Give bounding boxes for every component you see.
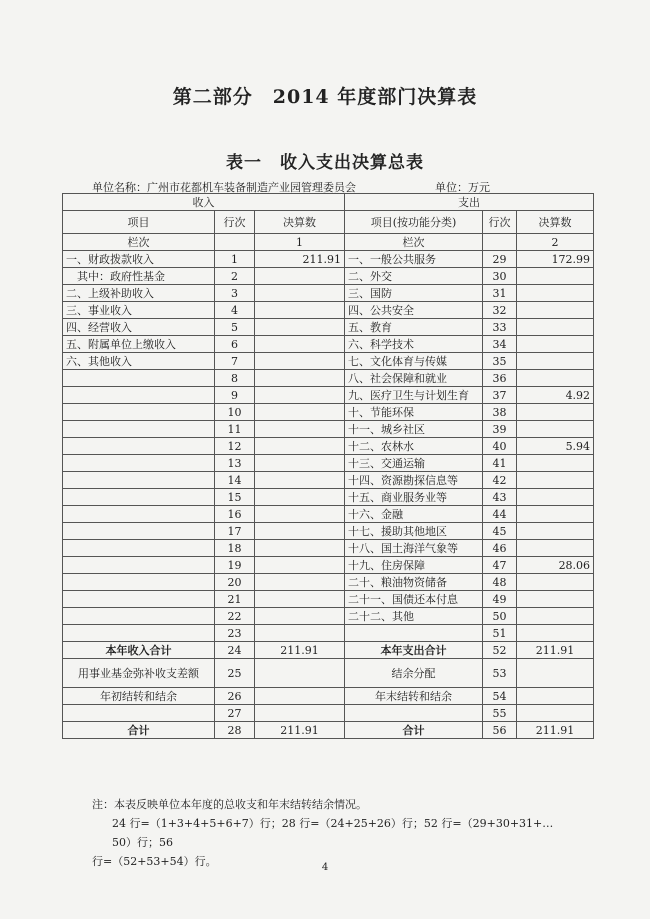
- fund-make-up-label: 用事业基金弥补收支差额: [63, 659, 215, 688]
- cell-ex-amt: [517, 404, 594, 421]
- cell-ex-amt: [517, 455, 594, 472]
- begin-balance-no: 26: [215, 688, 255, 705]
- expense-header: 支出: [345, 194, 594, 211]
- cell-in-no: 11: [215, 421, 255, 438]
- cell-ex-amt: [517, 591, 594, 608]
- year-expense-no: 52: [483, 642, 517, 659]
- part-title: 第二部分 2014 年度部门决算表: [172, 86, 478, 108]
- balance-row: [63, 688, 594, 705]
- note-line-1: 注：本表反映单位本年度的总收支和年末结转结余情况。: [92, 798, 367, 811]
- table-row: [63, 421, 594, 438]
- cell-ex-amt: [517, 370, 594, 387]
- cell-in-no: 18: [215, 540, 255, 557]
- total-ex-amount: 211.91: [517, 722, 594, 739]
- total-ex-no: 56: [483, 722, 517, 739]
- cell-in-amt: [255, 387, 345, 404]
- cell-in-amt: [255, 421, 345, 438]
- table-row: [63, 353, 594, 370]
- col-label-2: 栏次: [345, 234, 483, 251]
- cell-in-no: 7: [215, 353, 255, 370]
- cell-in-item: [63, 489, 215, 506]
- cell-in-no: 10: [215, 404, 255, 421]
- cell-in-no: 20: [215, 574, 255, 591]
- empty-cell: [517, 659, 594, 688]
- table-row: [63, 387, 594, 404]
- cell-in-amt: [255, 608, 345, 625]
- note-line-2: 24 行=（1+3+4+5+6+7）行；28 行=（24+25+26）行；52 行=（29+30+31+…50）行；56: [112, 817, 554, 849]
- cell-in-item: [63, 608, 215, 625]
- surplus-dist-label: 结余分配: [345, 659, 483, 688]
- cell-ex-amt: [517, 523, 594, 540]
- note-line-3: 行=（52+53+54）行。: [92, 855, 217, 868]
- cell-in-item: 六、其他收入: [63, 353, 215, 370]
- end-balance-no: 54: [483, 688, 517, 705]
- cell-ex-no: 46: [483, 540, 517, 557]
- cell-ex-no: 33: [483, 319, 517, 336]
- cell-ex-no: 51: [483, 625, 517, 642]
- cell-ex-no: 37: [483, 387, 517, 404]
- fund-make-up-no: 25: [215, 659, 255, 688]
- cell-in-amt: [255, 506, 345, 523]
- cell-in-item: [63, 421, 215, 438]
- cell-ex-no: 42: [483, 472, 517, 489]
- year-expense-amount: 211.91: [517, 642, 594, 659]
- fund-row: [63, 659, 594, 688]
- cell-ex-item: 十五、商业服务业等: [345, 489, 483, 506]
- cell-in-no: 13: [215, 455, 255, 472]
- cell-ex-item: [345, 625, 483, 642]
- table-row: [63, 404, 594, 421]
- cell-in-item: [63, 523, 215, 540]
- col-index-1: 1: [255, 234, 345, 251]
- cell-in-no: 14: [215, 472, 255, 489]
- cell-in-no: 21: [215, 591, 255, 608]
- empty-cell: [215, 234, 255, 251]
- cell-in-amt: [255, 540, 345, 557]
- cell-ex-no: 48: [483, 574, 517, 591]
- blank-row: [63, 705, 594, 722]
- cell-in-no: 1: [215, 251, 255, 268]
- cell-ex-amt: 28.06: [517, 557, 594, 574]
- cell-in-item: 四、经营收入: [63, 319, 215, 336]
- col-exp-row-no: 行次: [483, 211, 517, 234]
- cell-ex-item: 四、公共安全: [345, 302, 483, 319]
- cell-in-no: 23: [215, 625, 255, 642]
- surplus-dist-no: 53: [483, 659, 517, 688]
- cell-in-item: [63, 455, 215, 472]
- cell-in-no: 5: [215, 319, 255, 336]
- cell-in-amt: [255, 438, 345, 455]
- cell-ex-amt: [517, 608, 594, 625]
- cell-ex-item: 九、医疗卫生与计划生育: [345, 387, 483, 404]
- cell-in-item: [63, 625, 215, 642]
- cell-ex-item: 十八、国土海洋气象等: [345, 540, 483, 557]
- cell-ex-no: 30: [483, 268, 517, 285]
- table-row: [63, 540, 594, 557]
- blank-no-ex: 55: [483, 705, 517, 722]
- table-row: [63, 438, 594, 455]
- cell-ex-amt: [517, 625, 594, 642]
- cell-ex-item: 十、节能环保: [345, 404, 483, 421]
- empty-cell: [483, 234, 517, 251]
- cell-in-no: 19: [215, 557, 255, 574]
- begin-balance-label: 年初结转和结余: [63, 688, 215, 705]
- empty-cell: [517, 688, 594, 705]
- cell-ex-no: 32: [483, 302, 517, 319]
- cell-ex-item: 十一、城乡社区: [345, 421, 483, 438]
- year-expense-label: 本年支出合计: [345, 642, 483, 659]
- empty-cell: [255, 705, 345, 722]
- cell-in-item: 三、事业收入: [63, 302, 215, 319]
- end-balance-label: 年末结转和结余: [345, 688, 483, 705]
- unit-label: 单位：万元: [435, 181, 490, 194]
- cell-in-item: [63, 557, 215, 574]
- table-row: [63, 302, 594, 319]
- col-row-no: 行次: [215, 211, 255, 234]
- cell-in-amt: [255, 574, 345, 591]
- cell-ex-item: 十九、住房保障: [345, 557, 483, 574]
- cell-ex-no: 35: [483, 353, 517, 370]
- col-exp-item: 项目(按功能分类): [345, 211, 483, 234]
- cell-in-amt: [255, 404, 345, 421]
- cell-ex-amt: [517, 353, 594, 370]
- empty-cell: [517, 705, 594, 722]
- cell-ex-amt: 4.92: [517, 387, 594, 404]
- year-income-no: 24: [215, 642, 255, 659]
- cell-ex-no: 45: [483, 523, 517, 540]
- cell-ex-item: 十六、金融: [345, 506, 483, 523]
- cell-ex-amt: [517, 319, 594, 336]
- cell-ex-no: 34: [483, 336, 517, 353]
- cell-ex-amt: [517, 506, 594, 523]
- cell-ex-item: 二十、粮油物资储备: [345, 574, 483, 591]
- cell-in-amt: [255, 557, 345, 574]
- grand-total-row: [63, 722, 594, 739]
- cell-in-amt: [255, 472, 345, 489]
- cell-ex-item: 二十二、其他: [345, 608, 483, 625]
- cell-ex-item: 五、教育: [345, 319, 483, 336]
- cell-in-amt: [255, 302, 345, 319]
- cell-ex-amt: [517, 302, 594, 319]
- cell-ex-item: 一、一般公共服务: [345, 251, 483, 268]
- cell-ex-no: 47: [483, 557, 517, 574]
- table-row: [63, 285, 594, 302]
- cell-ex-item: 三、国防: [345, 285, 483, 302]
- table-row: [63, 625, 594, 642]
- cell-ex-amt: [517, 574, 594, 591]
- cell-ex-no: 43: [483, 489, 517, 506]
- unit-name: 单位名称：广州市花都机车装备制造产业园管理委员会: [92, 181, 356, 194]
- cell-in-item: [63, 404, 215, 421]
- cell-in-item: [63, 472, 215, 489]
- cell-in-no: 3: [215, 285, 255, 302]
- cell-ex-no: 38: [483, 404, 517, 421]
- cell-in-no: 8: [215, 370, 255, 387]
- table-row: [63, 251, 594, 268]
- cell-in-item: [63, 438, 215, 455]
- empty-cell: [255, 659, 345, 688]
- cell-ex-no: 50: [483, 608, 517, 625]
- table-row: [63, 472, 594, 489]
- empty-cell: [63, 705, 215, 722]
- table-row: [63, 574, 594, 591]
- column-index-row: [63, 234, 594, 251]
- col-index-2: 2: [517, 234, 594, 251]
- cell-ex-no: 41: [483, 455, 517, 472]
- empty-cell: [255, 688, 345, 705]
- cell-in-item: [63, 506, 215, 523]
- cell-in-amt: [255, 319, 345, 336]
- cell-in-item: 一、财政拨款收入: [63, 251, 215, 268]
- cell-ex-item: 十四、资源勘探信息等: [345, 472, 483, 489]
- cell-ex-item: 八、社会保障和就业: [345, 370, 483, 387]
- year-income-amount: 211.91: [255, 642, 345, 659]
- table-row: [63, 455, 594, 472]
- col-exp-amount: 决算数: [517, 211, 594, 234]
- column-header-row: [63, 211, 594, 234]
- cell-in-no: 2: [215, 268, 255, 285]
- table-row: [63, 319, 594, 336]
- cell-ex-item: 十二、农林水: [345, 438, 483, 455]
- cell-in-no: 6: [215, 336, 255, 353]
- cell-in-item: 二、上级补助收入: [63, 285, 215, 302]
- cell-in-amt: [255, 625, 345, 642]
- cell-in-amt: [255, 353, 345, 370]
- col-item: 项目: [63, 211, 215, 234]
- cell-ex-no: 44: [483, 506, 517, 523]
- cell-ex-no: 36: [483, 370, 517, 387]
- cell-ex-amt: [517, 268, 594, 285]
- cell-in-amt: [255, 336, 345, 353]
- cell-ex-amt: [517, 540, 594, 557]
- cell-ex-amt: [517, 285, 594, 302]
- total-in-amount: 211.91: [255, 722, 345, 739]
- cell-in-item: [63, 574, 215, 591]
- table-row: [63, 557, 594, 574]
- cell-in-amt: [255, 523, 345, 540]
- cell-ex-item: 十七、援助其他地区: [345, 523, 483, 540]
- blank-no-in: 27: [215, 705, 255, 722]
- cell-ex-no: 39: [483, 421, 517, 438]
- table-note: [92, 795, 562, 871]
- section-header-row: [63, 194, 594, 211]
- total-ex-label: 合计: [345, 722, 483, 739]
- cell-in-no: 4: [215, 302, 255, 319]
- income-header: 收入: [63, 194, 345, 211]
- col-label: 栏次: [63, 234, 215, 251]
- table-row: [63, 523, 594, 540]
- cell-ex-amt: 172.99: [517, 251, 594, 268]
- table-row: [63, 591, 594, 608]
- budget-table: [62, 193, 594, 739]
- empty-cell: [345, 705, 483, 722]
- cell-in-amt: 211.91: [255, 251, 345, 268]
- cell-ex-amt: [517, 489, 594, 506]
- cell-in-no: 16: [215, 506, 255, 523]
- cell-ex-no: 29: [483, 251, 517, 268]
- cell-ex-amt: [517, 421, 594, 438]
- cell-ex-amt: [517, 336, 594, 353]
- cell-ex-item: 二、外交: [345, 268, 483, 285]
- cell-in-no: 15: [215, 489, 255, 506]
- cell-in-item: [63, 540, 215, 557]
- cell-in-amt: [255, 591, 345, 608]
- year-income-label: 本年收入合计: [63, 642, 215, 659]
- table-row: [63, 370, 594, 387]
- cell-in-item: [63, 591, 215, 608]
- cell-in-item: 五、附属单位上缴收入: [63, 336, 215, 353]
- cell-in-amt: [255, 489, 345, 506]
- cell-ex-item: 二十一、国债还本付息: [345, 591, 483, 608]
- cell-ex-item: 七、文化体育与传媒: [345, 353, 483, 370]
- cell-in-amt: [255, 455, 345, 472]
- cell-in-no: 22: [215, 608, 255, 625]
- cell-in-no: 12: [215, 438, 255, 455]
- total-in-label: 合计: [63, 722, 215, 739]
- cell-ex-no: 31: [483, 285, 517, 302]
- cell-in-amt: [255, 285, 345, 302]
- table-row: [63, 608, 594, 625]
- cell-ex-item: 六、科学技术: [345, 336, 483, 353]
- cell-in-item: [63, 387, 215, 404]
- table-row: [63, 506, 594, 523]
- cell-ex-item: 十三、交通运输: [345, 455, 483, 472]
- cell-ex-amt: 5.94: [517, 438, 594, 455]
- cell-in-amt: [255, 370, 345, 387]
- table-row: [63, 489, 594, 506]
- cell-ex-no: 40: [483, 438, 517, 455]
- page-number: 4: [321, 862, 329, 873]
- cell-in-item: [63, 370, 215, 387]
- col-amount: 决算数: [255, 211, 345, 234]
- cell-ex-no: 49: [483, 591, 517, 608]
- table-row: [63, 268, 594, 285]
- table-title: 表一 收入支出决算总表: [226, 153, 424, 173]
- year-total-row: [63, 642, 594, 659]
- table-row: [63, 336, 594, 353]
- total-in-no: 28: [215, 722, 255, 739]
- cell-in-no: 17: [215, 523, 255, 540]
- cell-in-item: 其中：政府性基金: [63, 268, 215, 285]
- cell-in-amt: [255, 268, 345, 285]
- cell-ex-amt: [517, 472, 594, 489]
- cell-in-no: 9: [215, 387, 255, 404]
